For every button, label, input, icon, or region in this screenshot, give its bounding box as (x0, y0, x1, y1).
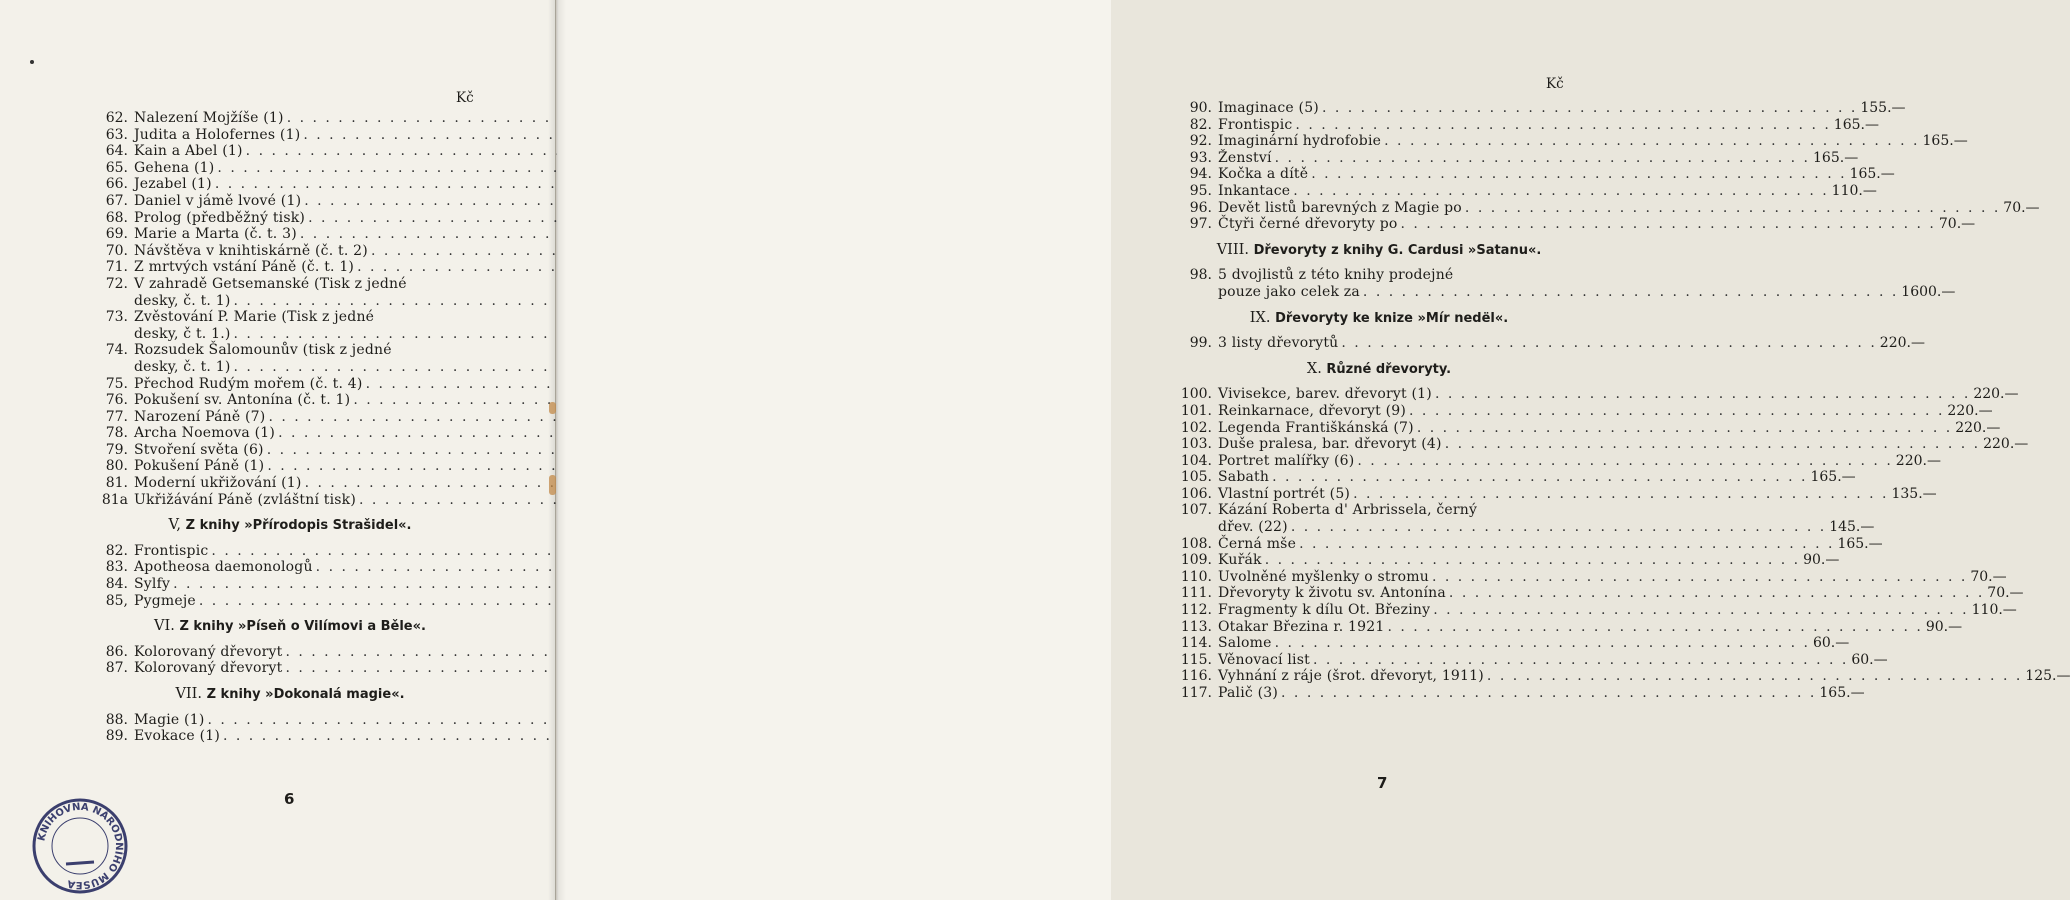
item-number: 110. (1180, 568, 1212, 585)
item-number: 93. (1189, 149, 1212, 166)
item-title: Nalezení Mojžíše (1) (134, 110, 284, 126)
list-item (90, 210, 490, 227)
item-title: Kain a Abel (1) (134, 143, 243, 160)
item-number: 66. (105, 176, 128, 193)
leader-dots (1296, 536, 1837, 553)
item-number: 92. (1189, 133, 1212, 150)
item-number: 64. (105, 143, 128, 160)
leader-dots (1278, 685, 1819, 702)
item-title: Prolog (předběžný tisk) (134, 209, 306, 226)
item-number: 111. (1180, 585, 1212, 602)
item-title: Legenda Františkánská (7) (1218, 419, 1414, 436)
item-title: Vivisekce, barev. dřevoryt (1) (1218, 386, 1432, 403)
leader-dots (1432, 386, 1973, 403)
leader-dots (1272, 635, 1813, 652)
item-price: 220.— (1947, 402, 1993, 419)
list-item (90, 276, 490, 293)
list-item (1174, 436, 2029, 453)
list-item-continuation (90, 326, 490, 343)
item-price: 145.— (1829, 519, 1875, 536)
item-number: 108. (1180, 535, 1212, 552)
leader-dots (1288, 519, 1829, 536)
leader-dots (1381, 133, 1922, 150)
list-item (1174, 552, 1840, 569)
item-title: Marie a Marta (č. t. 3) (134, 226, 297, 243)
item-number: 105. (1180, 469, 1212, 486)
list-item (90, 309, 490, 326)
svg-text:KNIHOVNA NÁRODNÍHO MUSEA: KNIHOVNA NÁRODNÍHO MUSEA (36, 801, 125, 891)
list-item (1174, 452, 1941, 470)
page-number-right: 7 (1377, 774, 1388, 792)
section-heading-vii: VII. Z knihy »Dokonalá magie«. (175, 686, 405, 702)
item-number: 101. (1180, 402, 1212, 419)
item-title: 5 dvojlistů z této knihy prodejné (1218, 267, 1454, 284)
leader-dots (1360, 284, 1901, 301)
item-title: Frontispic (1218, 116, 1293, 133)
item-number: 116. (1180, 668, 1212, 685)
item-title: Apotheosa daemonologů (134, 559, 313, 576)
item-title: Evokace (1) (134, 728, 220, 745)
leader-dots (1442, 436, 1983, 453)
list-item (90, 160, 490, 177)
list-item (90, 110, 490, 127)
item-price: 165.— (1849, 166, 1895, 183)
item-title: Inkantace (1218, 182, 1291, 199)
item-number: 87. (105, 660, 128, 677)
item-title: Vyhnání z ráje (šrot. dřevoryt, 1911) (1218, 668, 1484, 685)
item-price: 165.— (1819, 685, 1865, 701)
item-number: 90. (1189, 100, 1212, 116)
section-list (90, 644, 490, 677)
item-price: 165.— (1922, 133, 1968, 150)
item-title: Frontispic (134, 542, 209, 559)
book-gutter (548, 0, 566, 900)
item-price: 90.— (1925, 618, 1963, 635)
list-item (1174, 419, 2001, 437)
item-number: 75. (105, 375, 128, 392)
list-item-continuation (90, 359, 490, 376)
item-number: 69. (105, 226, 128, 243)
right-page (557, 0, 2070, 900)
item-number: 77. (105, 408, 128, 425)
item-number: 72. (105, 275, 128, 292)
section-list (90, 712, 490, 745)
item-title: Devět listů barevných z Magie po (1218, 199, 1462, 216)
left-page (0, 0, 556, 900)
list-item (90, 226, 490, 243)
leader-dots (1484, 668, 2025, 685)
leader-dots (1429, 569, 1970, 586)
leader-dots (1319, 100, 1860, 117)
list-item (1174, 100, 1906, 117)
item-number: 84. (105, 576, 128, 593)
item-number: 113. (1180, 618, 1212, 635)
item-number: 81. (105, 475, 128, 492)
leader-dots (1354, 453, 1895, 470)
list-item (1174, 216, 1976, 233)
list-item (1174, 668, 2070, 685)
item-price: 165.— (1833, 116, 1879, 133)
list-item (1174, 386, 2019, 403)
list-item (1174, 502, 1584, 519)
section-list (1174, 335, 1925, 352)
item-title: Salome (1218, 635, 1272, 652)
item-number: 109. (1180, 552, 1212, 569)
list-item (1174, 182, 1877, 200)
item-price: 220.— (1983, 436, 2029, 453)
item-number: 67. (105, 192, 128, 209)
leader-dots (1262, 552, 1803, 569)
leader-dots (1384, 619, 1925, 636)
item-title: Reinkarnace, dřevoryt (9) (1218, 402, 1407, 419)
item-title: Věnovací list (1218, 651, 1310, 668)
ink-speck (30, 60, 34, 64)
item-price: 220.— (1879, 335, 1925, 352)
item-title: Ženství (1218, 149, 1272, 166)
list-item (1174, 635, 1850, 652)
item-title: Uvolněné myšlenky o stromu (1218, 568, 1429, 585)
list-item (1174, 535, 1883, 553)
page-number-left: 6 (284, 790, 295, 808)
list-item (90, 376, 490, 393)
item-number: 117. (1180, 685, 1212, 701)
item-title: Sylfy (134, 576, 171, 593)
item-title: Zvěstování P. Marie (Tisk z jedné (134, 309, 375, 326)
item-title: Pokušení Páně (1) (134, 458, 265, 475)
list-item (1174, 133, 1968, 150)
item-number: 83. (105, 559, 128, 576)
item-number: 76. (105, 392, 128, 409)
item-number: 104. (1180, 452, 1212, 469)
item-number: 85, (105, 592, 128, 609)
leader-dots (1292, 117, 1833, 134)
list-item (90, 593, 490, 610)
list-item (90, 193, 490, 210)
item-number: 94. (1189, 166, 1212, 183)
leader-dots (1430, 602, 1971, 619)
item-number: 68. (105, 209, 128, 226)
section-list (90, 110, 490, 508)
list-item (1174, 651, 1888, 669)
item-number: 65. (105, 159, 128, 176)
staple-bottom (549, 475, 556, 495)
list-item-continuation (1174, 283, 1956, 301)
item-price: 60.— (1812, 635, 1850, 652)
item-title: Moderní ukřižování (1) (134, 475, 302, 492)
item-title: Rozsudek Šalomounův (tisk z jedné (134, 342, 392, 359)
item-number: 88. (105, 711, 128, 728)
leader-dots (1310, 652, 1851, 669)
section-list (90, 543, 490, 609)
list-item (90, 392, 490, 409)
list-item (90, 712, 490, 729)
item-title: Imaginace (5) (1218, 100, 1319, 116)
item-number: 62. (105, 110, 128, 126)
list-item-continuation (90, 293, 490, 310)
section-heading-ix: IX. Dřevoryty ke knize »Mír nedël«. (1249, 309, 1509, 326)
section-list (1174, 386, 2070, 701)
item-number: 70. (105, 242, 128, 259)
leader-dots (1338, 335, 1879, 352)
item-price: 70.— (2003, 199, 2040, 216)
leader-dots (1414, 420, 1955, 437)
item-number: 103. (1180, 436, 1212, 453)
list-item (1174, 568, 2007, 586)
item-title: Černá mše (1218, 535, 1297, 552)
leader-dots (1350, 486, 1891, 503)
list-item (90, 342, 490, 359)
item-number: 82. (1189, 116, 1212, 133)
item-price: 135.— (1891, 485, 1937, 502)
item-price: 220.— (1955, 419, 2001, 436)
item-price: 165.— (1813, 149, 1859, 166)
item-number: 102. (1180, 419, 1212, 436)
leader-dots (1290, 183, 1831, 200)
list-item (1174, 585, 2024, 602)
list-item (90, 442, 490, 459)
list-item (90, 559, 490, 576)
list-item (1174, 199, 2040, 217)
item-title: Imaginární hydrofobie (1218, 133, 1382, 150)
list-item (1174, 335, 1925, 352)
item-title: Kolorovaný dřevoryt (134, 643, 283, 660)
list-item (90, 543, 490, 560)
currency-header-left: Kč (456, 90, 474, 106)
item-title: Narození Páně (7) (134, 408, 266, 425)
item-title: Portret malířky (6) (1218, 452, 1355, 469)
item-number: 78. (105, 425, 128, 442)
item-title-continued: desky, č. t. 1) (134, 358, 231, 375)
list-item (90, 644, 490, 661)
item-price: 155.— (1860, 100, 1906, 116)
item-title: Judita a Holofernes (1) (134, 126, 301, 143)
item-number: 97. (1189, 216, 1212, 233)
item-title: Stvoření světa (6) (134, 441, 264, 458)
item-number: 74. (105, 342, 128, 359)
item-number: 86. (105, 643, 128, 660)
item-title-continued: dřev. (22) (1218, 519, 1288, 536)
item-number: 89. (105, 728, 128, 745)
item-number: 79. (105, 441, 128, 458)
item-title: Z mrtvých vstání Páně (č. t. 1) (134, 259, 355, 276)
item-title-continued: desky, č. t. 1) (134, 292, 231, 309)
list-item (1174, 149, 1859, 167)
list-item (1174, 618, 1963, 636)
list-item (1174, 602, 2017, 619)
item-number: 98. (1189, 267, 1212, 284)
item-title: Kolorovaný dřevoryt (134, 660, 283, 677)
item-number: 80. (105, 458, 128, 475)
list-item (90, 143, 490, 160)
item-title: Pygmeje (134, 592, 196, 609)
item-title-continued: desky, č t. 1.) (134, 325, 231, 342)
leader-dots (1269, 469, 1810, 486)
leader-dots (1406, 403, 1947, 420)
item-title: Kuřák (1218, 552, 1262, 569)
item-number: 100. (1180, 386, 1212, 403)
list-item (1174, 685, 1865, 702)
item-title-continued: pouze jako celek za (1218, 283, 1360, 300)
item-title: Palič (3) (1218, 685, 1279, 701)
library-stamp (30, 796, 130, 896)
item-number: 112. (1180, 602, 1212, 619)
list-item (1174, 402, 1993, 420)
item-title: Sabath (1218, 469, 1270, 486)
item-title: Návštěva v knihtiskárně (č. t. 2) (134, 242, 368, 259)
item-title: Ukřižávání Páně (zvláštní tisk) (134, 491, 357, 508)
item-price: 1600.— (1901, 283, 1956, 300)
list-item (90, 259, 490, 276)
item-price: 165.— (1837, 535, 1883, 552)
staple-top (549, 402, 556, 414)
list-item (90, 176, 490, 193)
item-price: 70.— (1938, 216, 1976, 233)
item-title: Jezabel (1) (134, 176, 212, 193)
section-heading-v: V, Z knihy »Přírodopis Strašidel«. (168, 517, 412, 534)
section-heading-viii: VIII. Dřevoryty z knihy G. Cardusi »Satanu«. (1216, 241, 1542, 258)
item-title: Gehena (1) (134, 159, 215, 176)
leader-dots (1272, 150, 1813, 167)
item-title: Archa Noemova (1) (134, 425, 276, 442)
list-item (90, 728, 490, 745)
item-title: Dřevoryty k životu sv. Antonína (1218, 585, 1446, 602)
item-number: 63. (105, 126, 128, 143)
list-item (1174, 469, 1856, 486)
item-price: 220.— (1895, 452, 1941, 469)
item-number: 99. (1189, 335, 1212, 352)
list-item (90, 458, 490, 475)
list-item (90, 492, 490, 509)
item-price: 90.— (1803, 552, 1840, 569)
item-price: 165.— (1810, 469, 1856, 486)
section-heading-vi: VI. Z knihy »Píseň o Vilímovi a Běle«. (154, 618, 426, 635)
item-title: Otakar Březina r. 1921 (1218, 618, 1385, 635)
item-number: 114. (1180, 635, 1212, 652)
item-price: 110.— (1971, 602, 2017, 619)
item-title: Vlastní portrét (5) (1218, 485, 1351, 502)
leader-dots (1462, 200, 2003, 217)
item-number: 73. (105, 309, 128, 326)
list-item (90, 576, 490, 593)
list-item (90, 425, 490, 442)
list-item (90, 127, 490, 144)
list-item (90, 660, 490, 677)
list-item (1174, 166, 1895, 183)
list-item (90, 409, 490, 426)
leader-dots (1308, 166, 1849, 183)
item-number: 106. (1180, 485, 1212, 502)
item-price: 220.— (1973, 386, 2019, 403)
list-item (1174, 485, 1937, 503)
section-list (1174, 100, 2040, 233)
item-title: Přechod Rudým mořem (č. t. 4) (134, 375, 363, 392)
item-price: 70.— (1987, 585, 2024, 602)
item-title: Fragmenty k dílu Ot. Březiny (1218, 602, 1431, 619)
list-item (90, 475, 490, 492)
item-title: Kázání Roberta d' Arbrissela, černý (1218, 502, 1478, 519)
list-item (1174, 267, 1584, 284)
item-number: 71. (105, 259, 128, 276)
item-title: 3 listy dřevorytů (1218, 335, 1339, 352)
item-number: 107. (1180, 502, 1212, 519)
item-title: Magie (1) (134, 711, 205, 728)
item-number: 115. (1180, 651, 1212, 668)
list-item (90, 243, 490, 260)
leader-dots (1398, 216, 1939, 233)
item-price: 110.— (1831, 182, 1877, 199)
item-price: 60.— (1851, 651, 1888, 668)
item-price: 125.— (2025, 668, 2070, 685)
price-list-left (90, 110, 490, 745)
currency-header-right: Kč (1546, 76, 1564, 92)
item-number: 95. (1189, 182, 1212, 199)
item-price: 70.— (1970, 568, 2007, 585)
item-number: 96. (1189, 199, 1212, 216)
price-list-right (1174, 100, 2070, 702)
item-title: Duše pralesa, bar. dřevoryt (4) (1218, 436, 1442, 453)
leader-dots (1446, 585, 1987, 602)
item-title: V zahradě Getsemanské (Tisk z jedné (134, 275, 407, 292)
section-heading-x: X. Různé dřevoryty. (1306, 360, 1452, 377)
list-item (1174, 116, 1879, 134)
item-number: 82. (105, 542, 128, 559)
item-title: Čtyři černé dřevoryty po (1218, 216, 1398, 233)
section-list (1174, 267, 1956, 300)
item-title: Pokušení sv. Antonína (č. t. 1) (134, 392, 351, 409)
item-title: Kočka a dítě (1218, 166, 1309, 183)
item-number: 81a (101, 491, 128, 508)
item-title: Daniel v jámě lvové (1) (134, 192, 302, 209)
list-item-continuation (1174, 519, 1875, 536)
